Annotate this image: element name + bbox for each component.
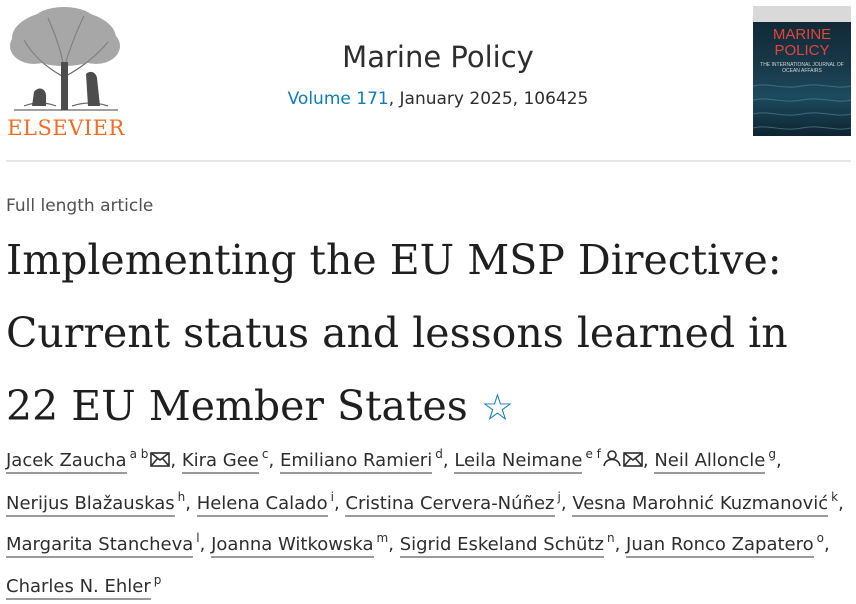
author-separator: , — [442, 450, 449, 471]
affiliation-marker: j — [557, 489, 561, 504]
author-separator: , — [642, 450, 649, 471]
header-divider — [6, 160, 851, 162]
cover-subtitle: THE INTERNATIONAL JOURNAL OF OCEAN AFFAIRS — [760, 62, 844, 74]
author-name[interactable]: Emiliano Ramieri — [280, 450, 432, 474]
author[interactable] — [399, 531, 615, 555]
affiliation-marker: d — [435, 447, 443, 461]
volume-link[interactable]: Volume 171 — [287, 89, 389, 109]
journal-title[interactable]: Marine Policy — [342, 40, 534, 74]
author-name[interactable]: Jacek Zaucha — [6, 450, 127, 474]
author-separator: , — [823, 534, 830, 555]
author-name[interactable]: Joanna Witkowska — [211, 534, 373, 558]
author[interactable] — [279, 447, 443, 471]
author-name[interactable]: Cristina Cervera-Núñez — [345, 493, 554, 517]
author[interactable] — [654, 447, 776, 471]
author-name[interactable]: Helena Calado — [197, 493, 328, 517]
elsevier-wordmark: ELSEVIER — [7, 116, 125, 140]
author-separator: , — [170, 450, 177, 471]
author-name[interactable]: Neil Alloncle — [654, 450, 765, 474]
cover-title: MARINE POLICY — [772, 26, 832, 59]
author-name[interactable]: Juan Ronco Zapatero — [626, 534, 814, 558]
affiliation-marker: h — [177, 489, 186, 504]
affiliation-marker: a b — [129, 447, 149, 461]
star-outline-icon[interactable]: ☆ — [480, 386, 514, 429]
envelope-icon[interactable] — [150, 444, 170, 480]
affiliation-marker: m — [376, 531, 389, 545]
affiliation-marker: i — [330, 489, 334, 504]
author-separator: , — [333, 492, 340, 514]
author[interactable] — [6, 531, 200, 555]
author-name[interactable]: Kira Gee — [182, 450, 259, 474]
article-header — [0, 0, 856, 150]
affiliation-marker: c — [261, 447, 269, 461]
author[interactable] — [6, 572, 162, 597]
author-name[interactable]: Charles N. Ehler — [6, 576, 151, 600]
author[interactable] — [6, 447, 170, 471]
author-separator: , — [560, 492, 567, 514]
author-separator: , — [185, 492, 191, 514]
author-separator: , — [388, 534, 394, 555]
cover-waves-image — [753, 76, 851, 136]
author-name[interactable]: Margarita Stancheva — [6, 534, 193, 558]
issue-date-article-number: , January 2025, 106425 — [388, 89, 589, 109]
article-title — [6, 224, 846, 444]
volume-info — [0, 89, 856, 109]
article-title-text: Implementing the EU MSP Directive: Current status and lessons learned in 22 EU Member States — [6, 236, 788, 430]
author-name[interactable]: Sigrid Eskeland Schütz — [400, 534, 604, 558]
author-name[interactable]: Leila Neimane — [454, 450, 582, 474]
author[interactable] — [196, 489, 334, 514]
author[interactable] — [181, 447, 269, 471]
affiliation-marker: p — [153, 572, 162, 587]
affiliation-marker: k — [831, 489, 839, 504]
author-list — [6, 437, 852, 604]
author-separator: , — [775, 450, 782, 471]
author[interactable] — [211, 531, 389, 555]
author-name[interactable]: Vesna Marohnić Kuzmanović — [572, 493, 828, 517]
journal-cover-image[interactable] — [753, 6, 851, 136]
author[interactable] — [626, 531, 824, 555]
author-separator: , — [838, 492, 844, 514]
person-icon[interactable] — [603, 444, 621, 480]
author[interactable] — [572, 489, 839, 514]
author[interactable] — [345, 489, 561, 514]
affiliation-marker: n — [606, 531, 615, 545]
article-type: Full length article — [6, 196, 154, 216]
author[interactable] — [6, 489, 186, 514]
envelope-icon[interactable] — [623, 444, 643, 480]
affiliation-marker: e f — [585, 447, 601, 461]
affiliation-marker: g — [768, 447, 776, 461]
author-name[interactable]: Nerijus Blažauskas — [6, 493, 175, 517]
author-separator: , — [199, 534, 206, 555]
author-separator: , — [614, 534, 621, 555]
affiliation-marker: o — [816, 531, 824, 545]
author-separator: , — [268, 450, 275, 471]
author[interactable] — [454, 447, 643, 471]
cover-banner — [753, 6, 851, 22]
affiliation-marker: l — [196, 531, 200, 545]
